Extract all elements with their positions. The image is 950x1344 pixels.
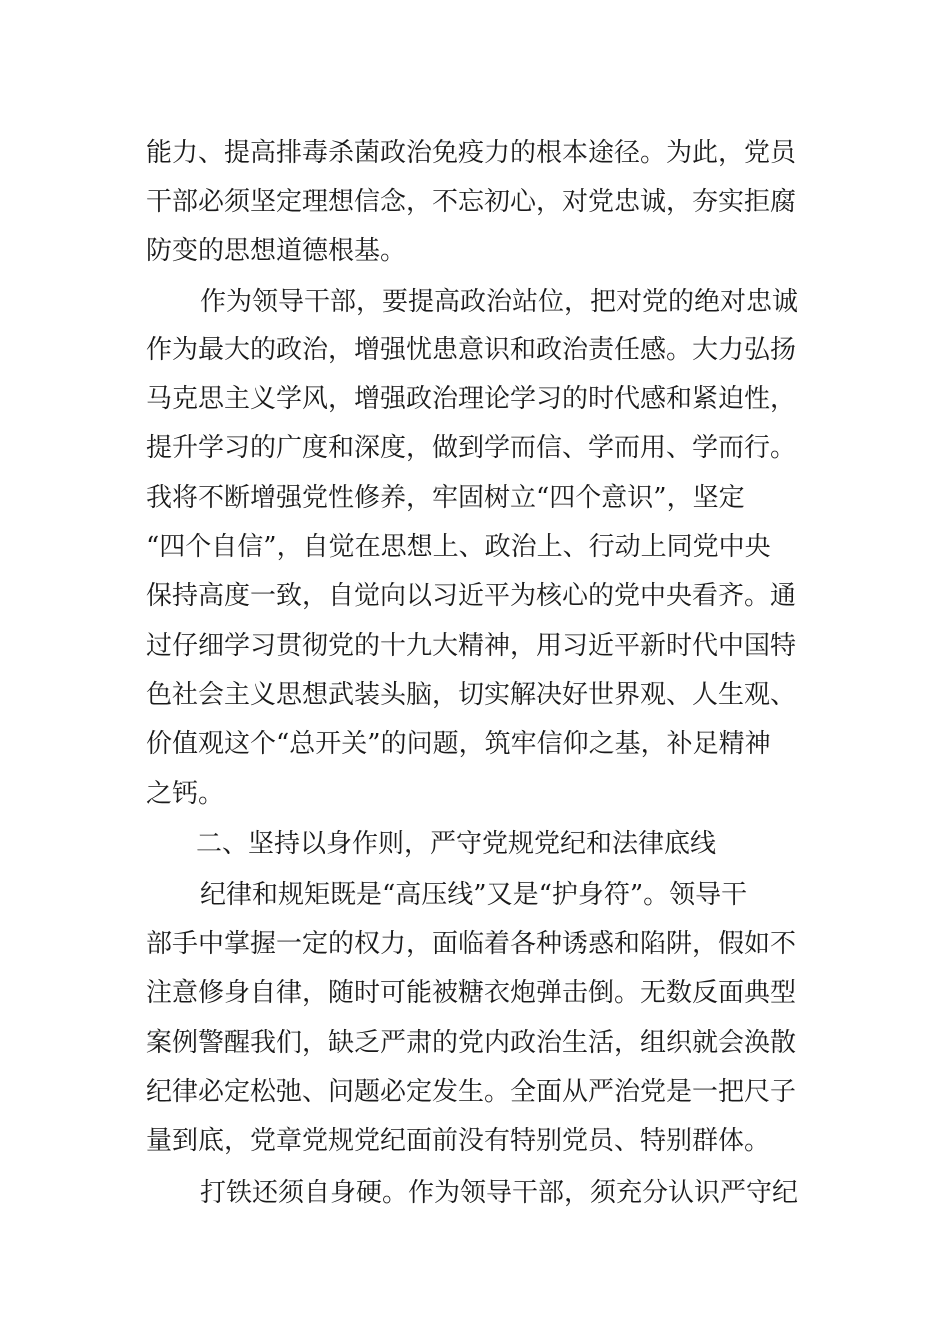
text-line: 保持高度一致，自觉向以习近平为核心的党中央看齐。通 [146,581,797,611]
text-line: 作为最大的政治，增强忧患意识和政治责任感。大力弘扬 [146,335,797,365]
text-line: 提升学习的广度和深度，做到学而信、学而用、学而行。 [146,433,797,463]
text-line: 纪律和规矩既是“高压线”又是“护身符”。领导干 [200,880,748,910]
text-line: “四个自信”，自觉在思想上、政治上、行动上同党中央 [146,532,771,562]
text-line: 防变的思想道德根基。 [146,236,407,266]
text-line: 纪律必定松弛、问题必定发生。全面从严治党是一把尺子 [146,1077,797,1107]
text-line: 案例警醒我们，缺乏严肃的党内政治生活，组织就会涣散 [146,1028,797,1058]
text-line: 能力、提高排毒杀菌政治免疫力的根本途径。为此，党员 [146,138,797,168]
text-line: 作为领导干部，要提高政治站位，把对党的绝对忠诚 [200,287,799,317]
text-line: 色社会主义思想武装头脑，切实解决好世界观、人生观、 [146,680,797,710]
section-heading: 二、坚持以身作则，严守党规党纪和法律底线 [196,829,717,859]
text-line: 过仔细学习贯彻党的十九大精神，用习近平新时代中国特 [146,631,797,661]
text-line: 量到底，党章党规党纪面前没有特别党员、特别群体。 [146,1126,771,1156]
text-line: 之钙。 [146,779,225,809]
text-line: 我将不断增强党性修养，牢固树立“四个意识”，坚定 [146,483,745,513]
text-line: 注意修身自律，随时可能被糖衣炮弹击倒。无数反面典型 [146,978,797,1008]
text-line: 干部必须坚定理想信念，不忘初心，对党忠诚，夯实拒腐 [146,187,797,217]
text-line: 部手中掌握一定的权力，面临着各种诱惑和陷阱，假如不 [146,929,797,959]
text-line: 打铁还须自身硬。作为领导干部，须充分认识严守纪 [200,1178,799,1208]
text-line: 马克思主义学风，增强政治理论学习的时代感和紧迫性， [146,384,797,414]
text-line: 价值观这个“总开关”的问题，筑牢信仰之基，补足精神 [146,729,771,759]
